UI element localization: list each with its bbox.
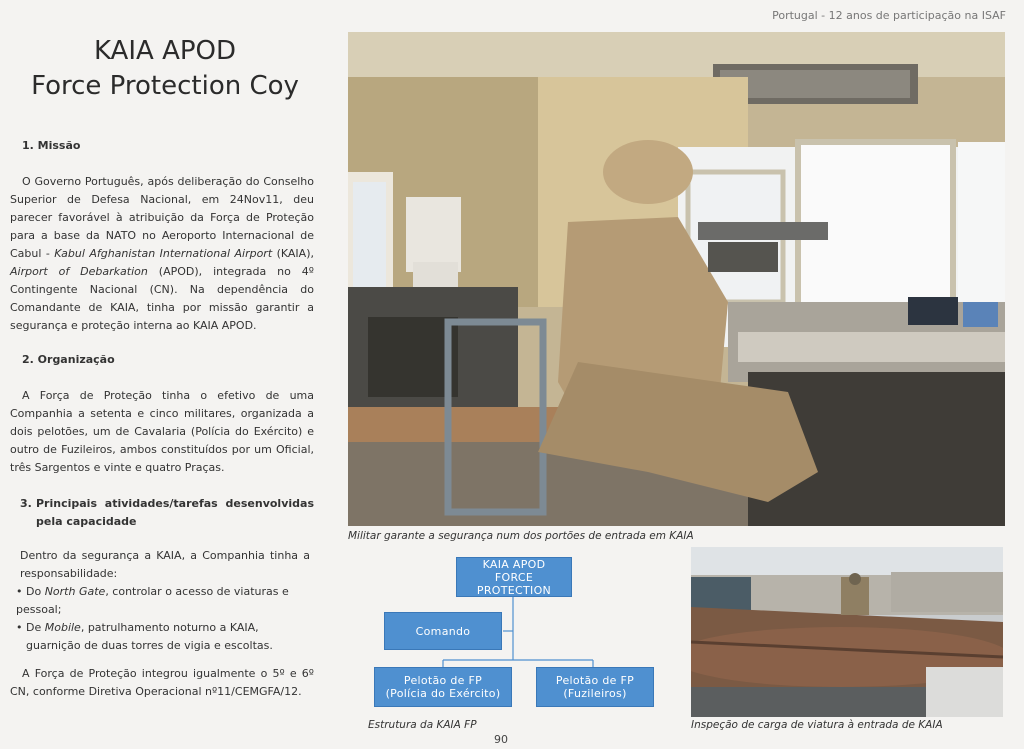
section-heading: 2. Organização xyxy=(22,353,115,366)
section-mission xyxy=(10,137,314,155)
text: A Força de Proteção integrou igualmente o 5º e 6º CN, conforme Diretiva Operacional nº11/CEMGFA/12. xyxy=(10,667,314,698)
main-photo-caption: Militar garante a segurança num dos portões de entrada em KAIA xyxy=(348,530,694,542)
text: (APOD), integrada no 4º Contingente Nacional (CN). Na dependência do Comandante de KAIA, tinha por missão garantir a segurança e proteção interna ao KAIA APOD. xyxy=(10,265,314,332)
text: A Força de Proteção tinha o efetivo de uma Companhia a setenta e cinco militares, organizada a dois pelotões, um de Cavalaria (Polícia do Exército) e outro de Fuzileiros, ambos constituídos por um Oficial, três Sargentos e vinte e quatro Praças. xyxy=(10,389,314,474)
list-item: • Do North Gate, controlar o acesso de viaturas e pessoal; xyxy=(16,585,289,616)
text: Dentro da segurança a KAIA, a Companhia tinha a responsabilidade: xyxy=(20,549,310,580)
org-box-top: KAIA APOD FORCE PROTECTION xyxy=(456,557,572,597)
org-box-pelotao-pe: Pelotão de FP (Polícia do Exército) xyxy=(374,667,512,707)
section-activities xyxy=(10,495,314,531)
cargo-inspection-illustration xyxy=(691,547,1003,717)
activities-body xyxy=(10,547,314,701)
section-organization xyxy=(10,351,314,369)
soldier-in-watchtower-illustration xyxy=(348,32,1005,526)
page-title xyxy=(20,34,310,104)
cargo-photo-caption: Inspeção de carga de viatura à entrada de KAIA xyxy=(691,719,943,731)
org-box-pelotao-fuz: Pelotão de FP (Fuzileiros) xyxy=(536,667,654,707)
text: O Governo Português, após deliberação do Conselho Superior de Defesa Nacional, em 24Nov11, deu parecer favorável à atribuição da Força de Proteção para a base da NATO no Aeroporto Internacional de Cabul - xyxy=(10,175,314,260)
list-item: • De Mobile, patrulhamento noturno a KAIA, guarnição de duas torres de vigia e escoltas. xyxy=(16,621,273,652)
section-heading: 1. Missão xyxy=(22,139,81,152)
mission-paragraph xyxy=(10,173,314,335)
main-photo xyxy=(348,32,1005,526)
text-italic: Airport of Debarkation xyxy=(10,265,148,278)
org-box-comando: Comando xyxy=(384,612,502,650)
section-number: 3. xyxy=(20,497,32,510)
activities-list xyxy=(10,583,314,655)
text: (KAIA), xyxy=(272,247,314,260)
title-line-2: Force Protection Coy xyxy=(31,71,299,101)
organization-paragraph xyxy=(10,387,314,477)
org-chart-caption: Estrutura da KAIA FP xyxy=(368,719,477,731)
section-heading: Principais atividades/tarefas desenvolvidas pela capacidade xyxy=(36,497,314,528)
text-italic: Kabul Afghanistan International Airport xyxy=(54,247,273,260)
title-line-1: KAIA APOD xyxy=(93,36,237,66)
running-header: Portugal - 12 anos de participação na ISAF xyxy=(772,9,1006,22)
cargo-inspection-photo xyxy=(691,547,1003,717)
page-number: 90 xyxy=(494,733,508,746)
